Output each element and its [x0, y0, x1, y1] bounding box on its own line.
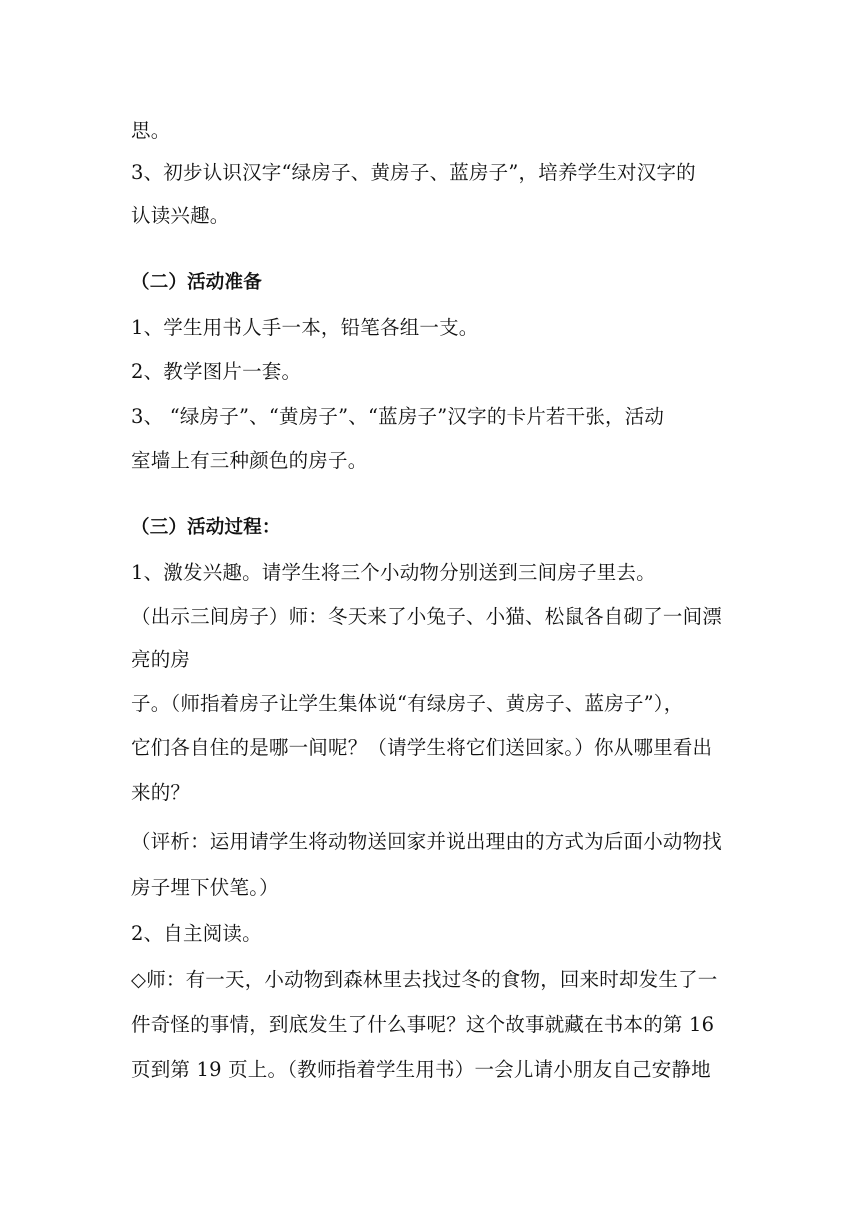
- text-line: （出示三间房子）师：冬天来了小兔子、小猫、松鼠各自砌了一间漂: [131, 605, 723, 628]
- text-line: 3、初步认识汉字“绿房子、黄房子、蓝房子”，培养学生对汉字的: [131, 161, 696, 184]
- text-line: 认读兴趣。: [131, 204, 230, 227]
- section-heading: （二）活动准备: [131, 272, 262, 293]
- text-line: 思。: [131, 119, 171, 142]
- text-line: 室墙上有三种颜色的房子。: [131, 449, 368, 472]
- text-line: 房子埋下伏笔。）: [131, 876, 279, 899]
- text-line: 来的？: [131, 781, 191, 804]
- text-line: 1、学生用书人手一本，铅笔各组一支。: [131, 316, 479, 339]
- text-line: 页到第 19 页上。（教师指着学生用书）一会儿请小朋友自己安静地: [131, 1058, 711, 1081]
- text-line: 2、教学图片一套。: [131, 360, 302, 383]
- text-line: 子。（师指着房子让学生集体说“有绿房子、黄房子、蓝房子”），: [131, 692, 684, 715]
- text-line: 它们各自住的是哪一间呢？（请学生将它们送回家。）你从哪里看出: [131, 736, 713, 759]
- text-line: ◇师：有一天，小动物到森林里去找过冬的食物，回来时却发生了一: [131, 968, 718, 991]
- text-line: 1、激发兴趣。请学生将三个小动物分别送到三间房子里去。: [131, 561, 656, 584]
- text-line: 2、自主阅读。: [131, 922, 262, 945]
- text-line: （评析：运用请学生将动物送回家并说出理由的方式为后面小动物找: [131, 830, 723, 853]
- text-line: 件奇怪的事情，到底发生了什么事呢？这个故事就藏在书本的第 16: [131, 1013, 715, 1036]
- section-heading: （三）活动过程：: [131, 517, 281, 538]
- text-line: 亮的房: [131, 648, 191, 671]
- text-line: 3、 “绿房子”、“黄房子”、“蓝房子”汉字的卡片若干张，活动: [131, 405, 665, 428]
